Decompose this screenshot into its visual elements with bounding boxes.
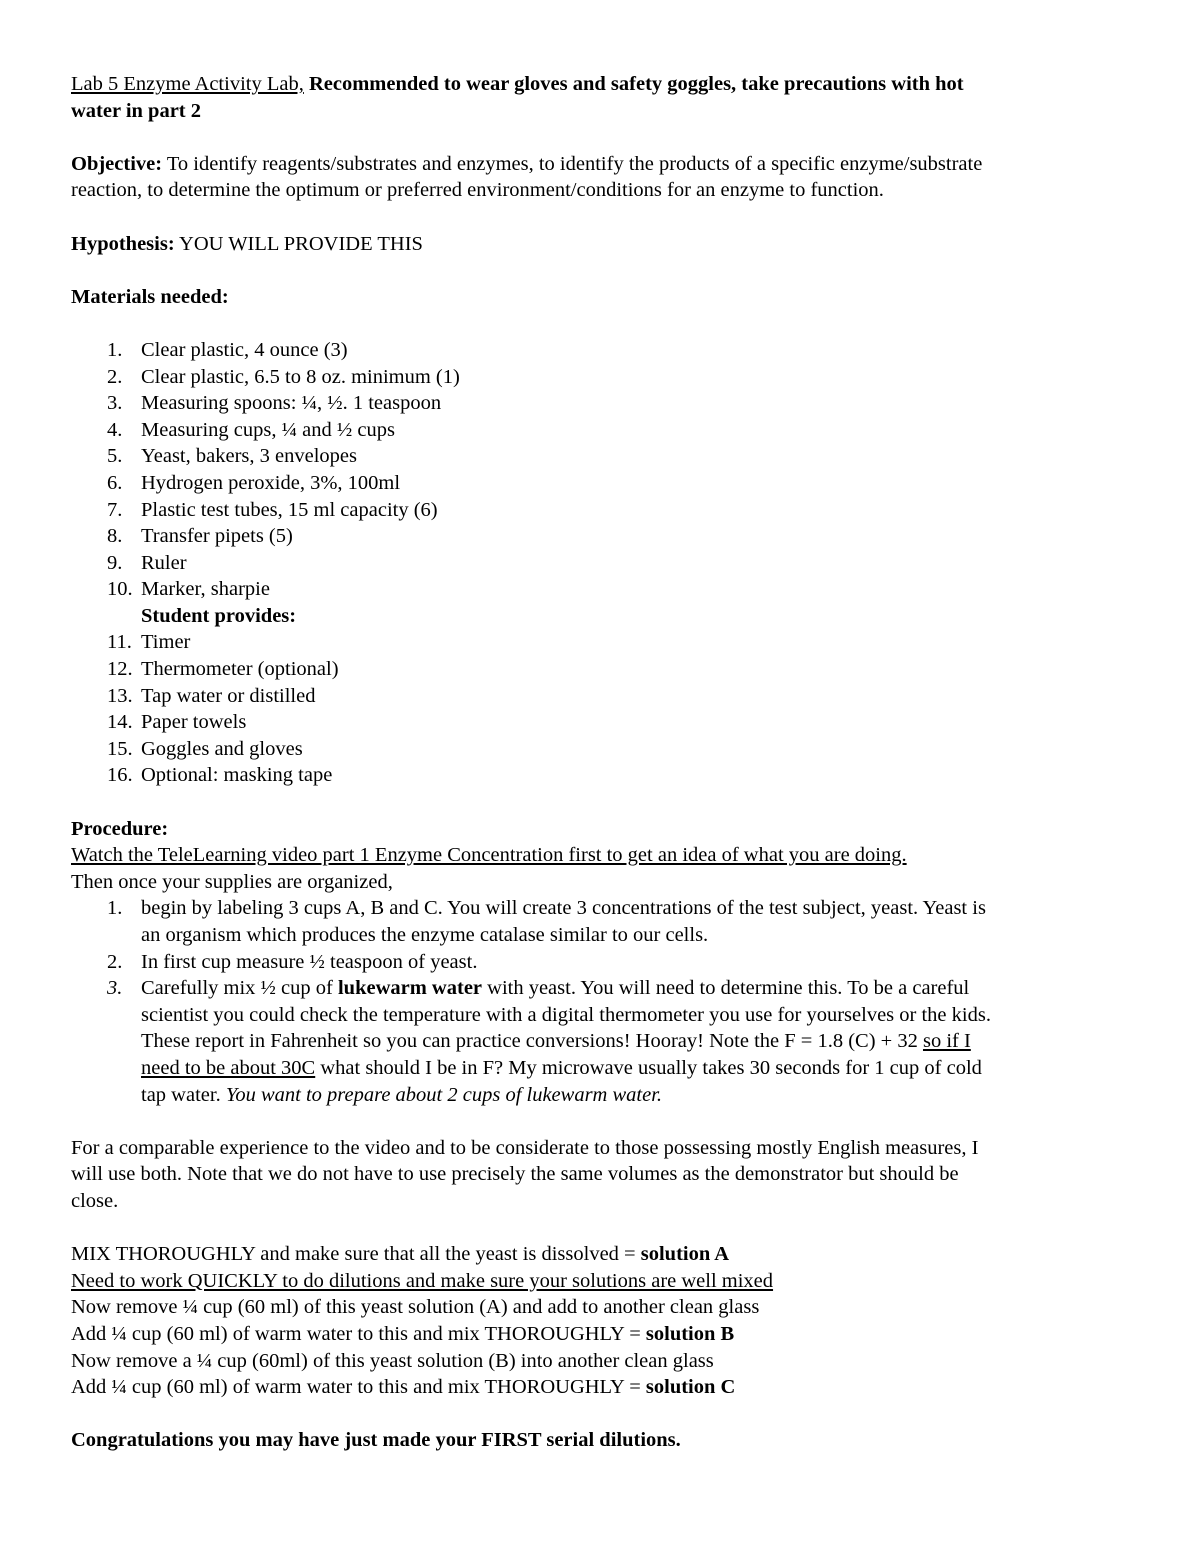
- comparable-paragraph-line-3: close.: [71, 1189, 119, 1212]
- materials-heading: Materials needed:: [71, 285, 229, 308]
- list-item: 10. Marker, sharpie: [107, 578, 270, 601]
- list-item: 3. Measuring spoons: ¼, ½. 1 teaspoon: [107, 392, 442, 415]
- procedure-heading: Procedure:: [71, 817, 169, 840]
- remove-solution-b: Now remove a ¼ cup (60ml) of this yeast solution (B) into another clean glass: [71, 1349, 714, 1372]
- objective-text: To identify reagents/substrates and enzymes, to identify the products of a specific enzyme/substrate: [166, 152, 983, 175]
- title-line-2: [71, 98, 1131, 125]
- list-item: 2. Clear plastic, 6.5 to 8 oz. minimum (1): [107, 365, 460, 388]
- procedure-step: 3. Carefully mix ½ cup of lukewarm water with yeast. You will need to determine this. To be a careful scientist you could check the temperature with a digital thermometer you use for yourselves or the kids. These report in Fahrenheit so you can practice conversions! Hooray! Note the F = 1.8 (C) + 32 so if I need to be about 30C what should I be in F? My microwave usually takes 30 seconds for 1 cup of cold tap water. You want to prepare about 2 cups of lukewarm water.: [107, 977, 991, 1106]
- list-item: 14. Paper towels: [107, 711, 247, 734]
- hypothesis-text: YOU WILL PROVIDE THIS: [179, 232, 423, 255]
- list-item: 12. Thermometer (optional): [107, 658, 339, 681]
- list-item: 5. Yeast, bakers, 3 envelopes: [107, 445, 357, 468]
- list-item: 4. Measuring cups, ¼ and ½ cups: [107, 418, 395, 441]
- list-item: 1. Clear plastic, 4 ounce (3): [107, 338, 348, 361]
- procedure-video-instruction: Watch the TeleLearning video part 1 Enzyme Concentration first to get an idea of what you are doing.: [71, 844, 907, 867]
- procedure-list: [71, 895, 1131, 1108]
- hypothesis-line: [71, 231, 1131, 258]
- list-item: 9. Ruler: [107, 551, 187, 574]
- comparable-paragraph-line-2: will use both. Note that we do not have to use precisely the same volumes as the demonstrator but should be: [71, 1163, 959, 1186]
- safety-warning-cont: water in part 2: [71, 99, 202, 122]
- comparable-paragraph-line-1: For a comparable experience to the video and to be considerate to those possessing mostly English measures, I: [71, 1136, 979, 1159]
- safety-warning: Recommended to wear gloves and safety goggles, take precautions with hot: [308, 73, 964, 95]
- materials-list: [71, 337, 1131, 789]
- student-provides-heading: Student provides:: [141, 604, 297, 627]
- add-solution-b: Add ¼ cup (60 ml) of warm water to this and mix THOROUGHLY = solution B: [71, 1322, 735, 1345]
- work-quickly-note: Need to work QUICKLY to do dilutions and make sure your solutions are well mixed: [71, 1269, 774, 1292]
- title-line-1: [71, 71, 1131, 98]
- lab-title: Lab 5 Enzyme Activity Lab,: [71, 73, 304, 95]
- procedure-intro: Then once your supplies are organized,: [71, 870, 393, 893]
- objective-line-1: [71, 151, 1131, 178]
- procedure-step: 1. begin by labeling 3 cups A, B and C. You will create 3 concentrations of the test subject, yeast. Yeast is an organism which produces the enzyme catalase similar to our cells.: [107, 897, 986, 946]
- list-item: 16. Optional: masking tape: [107, 764, 333, 787]
- list-item: 6. Hydrogen peroxide, 3%, 100ml: [107, 471, 401, 494]
- remove-solution-a: Now remove ¼ cup (60 ml) of this yeast solution (A) and add to another clean glass: [71, 1296, 760, 1319]
- list-item: 8. Transfer pipets (5): [107, 525, 293, 548]
- objective-label: Objective:: [71, 152, 163, 175]
- list-item: 15. Goggles and gloves: [107, 737, 303, 760]
- document-page: [71, 71, 1131, 1454]
- objective-line-2: reaction, to determine the optimum or preferred environment/conditions for an enzyme to function.: [71, 179, 884, 202]
- congratulations-line: Congratulations you may have just made your FIRST serial dilutions.: [71, 1429, 681, 1452]
- mix-solution-a: MIX THOROUGHLY and make sure that all the yeast is dissolved = solution A: [71, 1243, 730, 1266]
- list-item: 11. Timer: [107, 631, 191, 654]
- list-item: 7. Plastic test tubes, 15 ml capacity (6): [107, 498, 438, 521]
- add-solution-c: Add ¼ cup (60 ml) of warm water to this and mix THOROUGHLY = solution C: [71, 1376, 736, 1399]
- hypothesis-label: Hypothesis:: [71, 232, 175, 255]
- procedure-step: 2. In first cup measure ½ teaspoon of yeast.: [107, 950, 478, 973]
- list-item: 13. Tap water or distilled: [107, 684, 316, 707]
